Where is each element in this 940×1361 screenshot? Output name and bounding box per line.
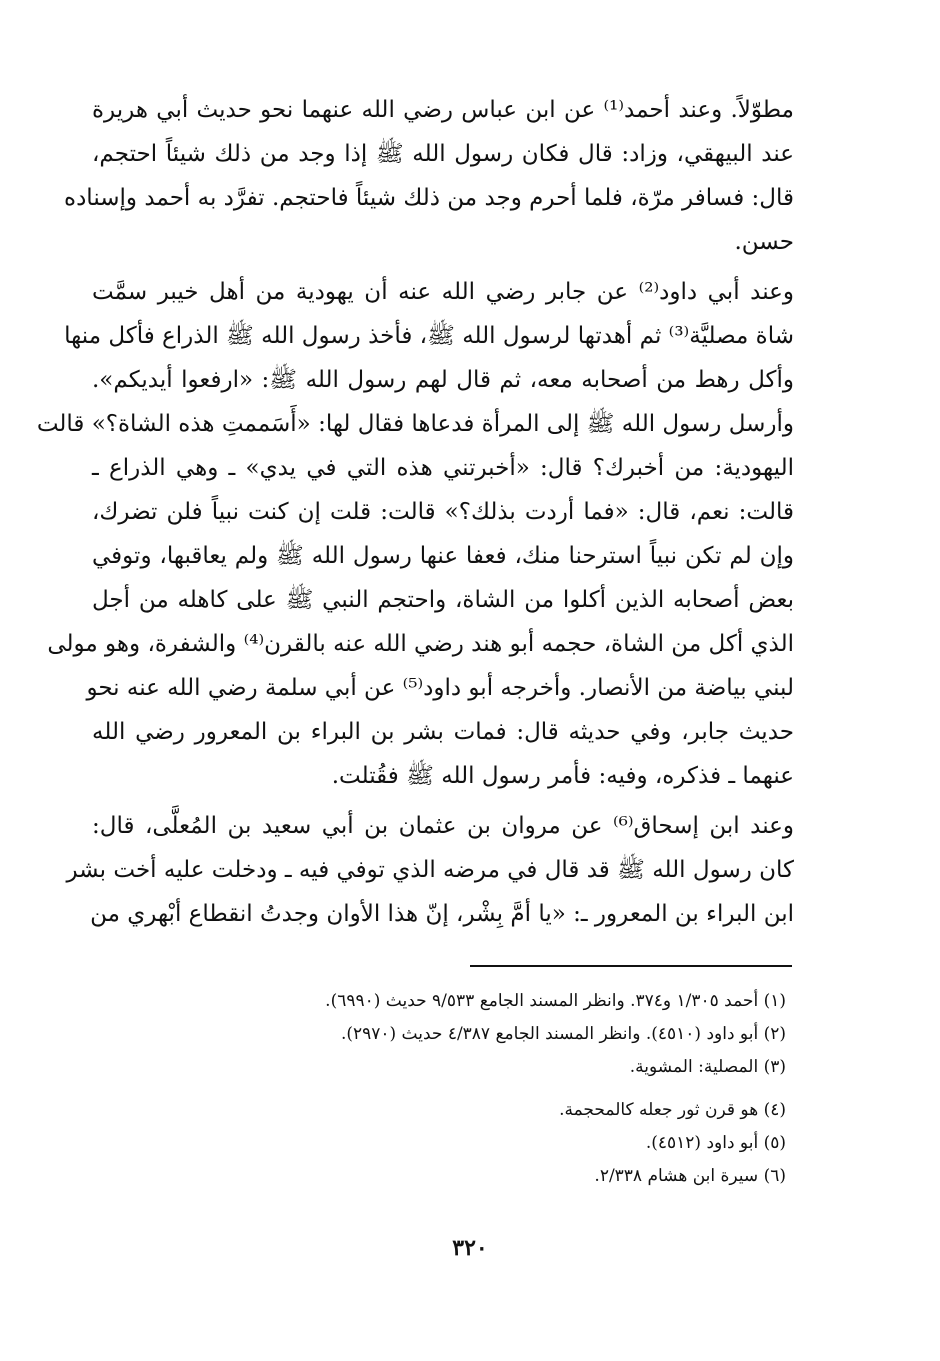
footnotes xyxy=(150,985,786,1193)
text-line: وعند أبي داود⁽²⁾ عن جابر رضي الله عنه أن يهودية من أهل خيبر سمَّت xyxy=(92,279,794,305)
footnote-gap xyxy=(150,1084,786,1094)
text-line: مطوّلاً. وعند أحمد⁽¹⁾ عن ابن عباس رضي الله عنهما نحو حديث أبي هريرة xyxy=(92,97,794,123)
text-line: عند البيهقي، وزاد: قال فكان رسول الله ﷺ إذا وجد من ذلك شيئاً احتجم، xyxy=(92,141,794,167)
text-line: وإن لم تكن نبياً استرحنا منك، فعفا عنها رسول الله ﷺ ولم يعاقبها، وتوفي xyxy=(92,543,794,569)
footnote: (١) أحمد ١/٣٠٥ و٣٧٤. وانظر المسند الجامع ٩/٥٣٣ حديث (٦٩٩٠). xyxy=(325,991,786,1011)
text-line: شاة مصليَّة⁽³⁾ ثم أهدتها لرسول الله ﷺ، فأخذ رسول الله ﷺ الذراع فأكل منها xyxy=(64,323,794,349)
text-line: كان رسول الله ﷺ قد قال في مرضه الذي توفي فيه ـ ودخلت عليه أخت بشر xyxy=(66,857,794,883)
footnote: (٣) المصلية: المشوية. xyxy=(629,1057,786,1077)
text-line: بعض أصحابه الذين أكلوا من الشاة، واحتجم النبي ﷺ على كاهله من أجل xyxy=(92,587,794,613)
footnote: (٤) هو قرن ثور جعله كالمحجمة. xyxy=(559,1100,786,1120)
paragraph xyxy=(36,270,794,798)
text-line: حديث جابر، وفي حديثه قال: فمات بشر بن البراء بن المعرور رضي الله xyxy=(92,719,794,745)
text-line: اليهودية: من أخبرك؟ قال: «أخبرتني هذه التي في يدي» ـ وهي الذراع ـ xyxy=(92,455,794,481)
text-line: ابن البراء بن المعرور ـ: «يا أمَّ بِشْر، إنّ هذا الأوان وجدتُ انقطاع أبْهري من xyxy=(90,901,794,927)
page-number: ٣٢٠ xyxy=(452,1235,488,1261)
text-line: وعند ابن إسحاق⁽⁶⁾ عن مروان بن عثمان بن أبي سعيد بن المُعلَّى، قال: xyxy=(92,813,795,839)
paragraph xyxy=(64,88,794,264)
footnote: (٦) سيرة ابن هشام ٢/٣٣٨. xyxy=(594,1166,786,1186)
main-text xyxy=(36,88,795,942)
paragraph xyxy=(66,804,795,936)
text-line: قالت: نعم، قال: «فما أردت بذلك؟» قالت: قلت إن كنت نبياً فلن تضرك، xyxy=(92,499,794,525)
text-line: لبني بياضة من الأنصار. وأخرجه أبو داود⁽⁵⁾ عن أبي سلمة رضي الله عنه نحو xyxy=(86,675,794,701)
text-line: حسن. xyxy=(734,229,794,255)
footnote: (٥) أبو داود (٤٥١٢). xyxy=(645,1133,786,1153)
text-line: وأرسل رسول الله ﷺ إلى المرأة فدعاها فقال لها: «أَسَممتِ هذه الشاة؟» قالت xyxy=(36,411,794,437)
text-line: عنهما ـ فذكره، وفيه: فأمر رسول الله ﷺ فقُتلت. xyxy=(331,763,794,789)
footnote-separator xyxy=(470,965,792,967)
text-line: قال: فسافر مرّة، فلما أحرم وجد من ذلك شيئاً فاحتجم. تفرَّد به أحمد وإسناده xyxy=(64,185,794,211)
text-line: الذي أكل من الشاة، حجمه أبو هند رضي الله عنه بالقرن⁽⁴⁾ والشفرة، وهو مولى xyxy=(47,631,794,657)
footnote: (٢) أبو داود (٤٥١٠). وانظر المسند الجامع ٤/٣٨٧ حديث (٢٩٧٠). xyxy=(340,1024,786,1044)
text-line: وأكل رهط من أصحابه معه، ثم قال لهم رسول الله ﷺ: «ارفعوا أيديكم». xyxy=(92,367,794,393)
